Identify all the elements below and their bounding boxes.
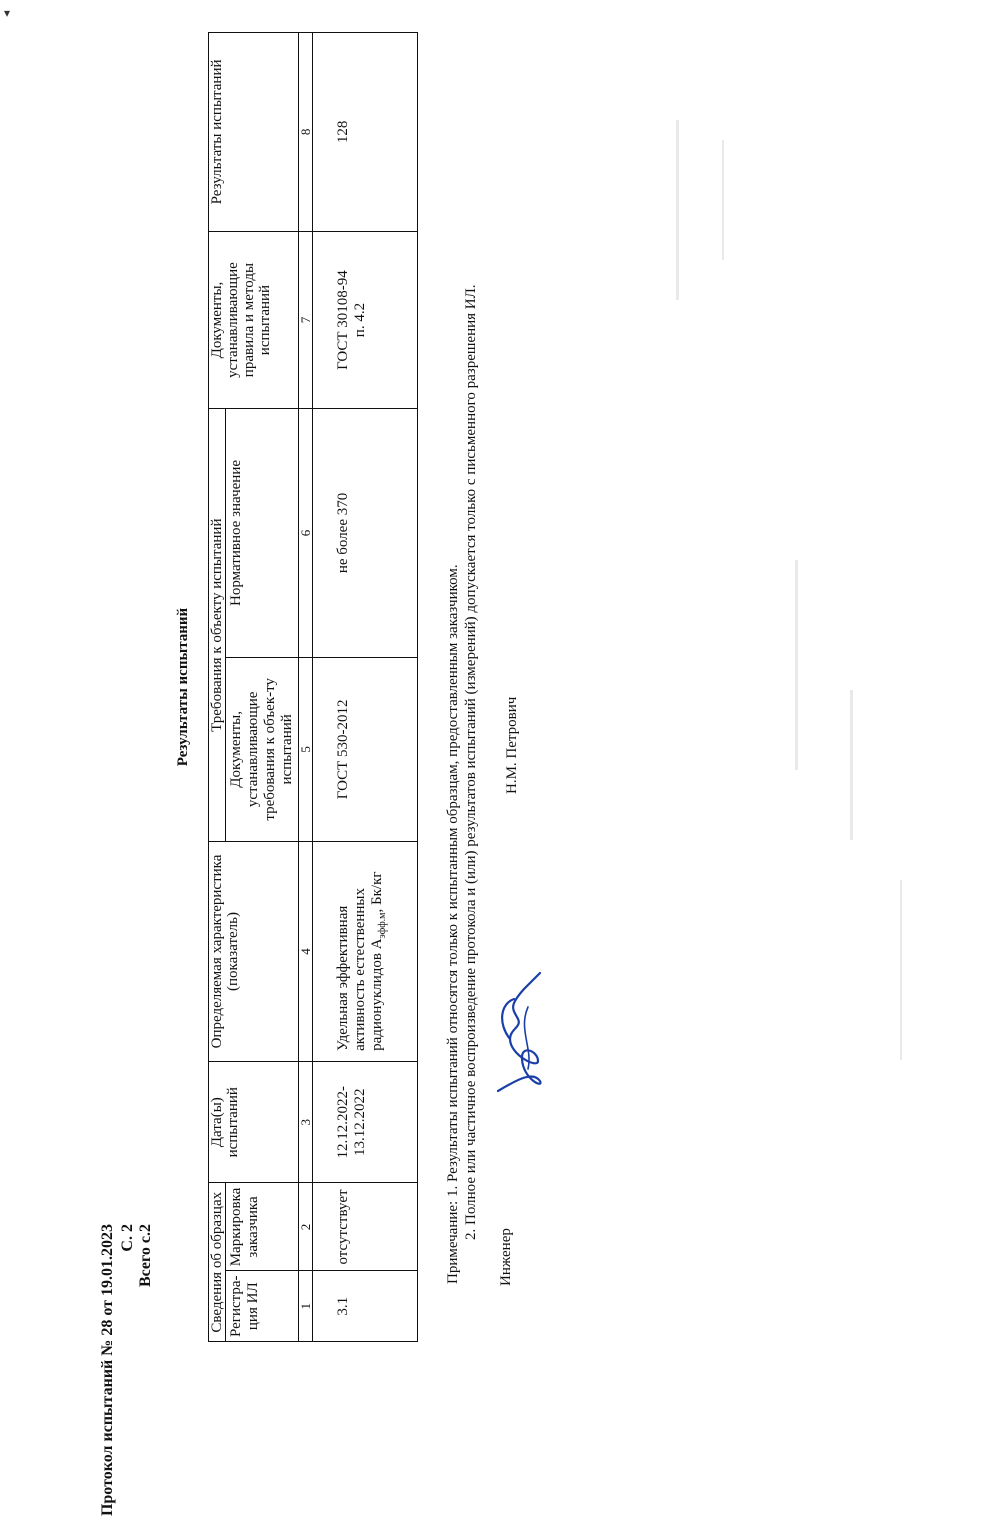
method-doc-line1: ГОСТ 30108-94	[335, 270, 351, 370]
engineer-label: Инженер	[498, 1228, 514, 1286]
characteristic-line3: радионуклидов А	[369, 938, 385, 1051]
column-number: 6	[299, 409, 313, 657]
column-number-row	[299, 33, 313, 1342]
signature-image	[488, 969, 548, 1099]
results-table	[208, 32, 418, 1342]
column-number: 5	[299, 657, 313, 841]
table-header-row	[209, 33, 226, 1342]
column-number: 2	[299, 1183, 313, 1271]
header-requirements: Требования к объекту испытаний	[209, 409, 226, 842]
protocol-title: Протокол испытаний № 28 от 19.01.2023	[99, 1224, 116, 1516]
corner-mark: ▾	[4, 6, 11, 20]
engineer-name: Н.М. Петрович	[504, 696, 520, 794]
note-1: Примечание: 1. Результаты испытаний относятся только к испытанным образцам, предоставленным заказчиком.	[445, 564, 461, 1284]
cell-method-doc	[313, 231, 418, 408]
page-number: С. 2	[119, 1224, 136, 1252]
cell-result: 128	[313, 33, 418, 232]
column-number: 7	[299, 231, 313, 408]
header-characteristic: Определяемая характеристика (показатель)	[209, 842, 299, 1062]
characteristic-line2: активность естественных	[352, 888, 368, 1051]
header-date: Дата(ы) испытаний	[209, 1061, 299, 1183]
characteristic-subscript: эфф.м	[377, 912, 388, 939]
header-marking: Маркировка заказчика	[226, 1183, 299, 1271]
column-number: 1	[299, 1271, 313, 1342]
header-normative: Нормативное значение	[226, 409, 299, 657]
header-results: Результаты испытаний	[209, 33, 299, 232]
cell-characteristic	[313, 842, 418, 1062]
cell-date: 12.12.2022-13.12.2022	[313, 1061, 418, 1183]
column-number: 8	[299, 33, 313, 232]
column-number: 3	[299, 1061, 313, 1183]
cell-registration: 3.1	[313, 1271, 418, 1342]
cell-marking: отсутствует	[313, 1183, 418, 1271]
characteristic-line1: Удельная эффективная	[335, 905, 351, 1051]
header-req-docs: Документы, устанавливающие требования к объек-ту испытаний	[226, 657, 299, 841]
header-registration: Регистра-ция ИЛ	[226, 1271, 299, 1342]
column-number: 4	[299, 842, 313, 1062]
method-doc-line2: п. 4.2	[352, 302, 368, 338]
cell-normative: не более 370	[313, 409, 418, 657]
note-2: 2. Полное или частичное воспроизведение протокола и (или) результатов испытаний (измерений) допускается только с письменного разрешения ИЛ.	[463, 284, 479, 1240]
header-sample-info: Сведения об образцах	[209, 1183, 226, 1342]
characteristic-unit: , Бк/кг	[369, 871, 385, 913]
cell-req-doc: ГОСТ 530-2012	[313, 657, 418, 841]
notes	[444, 284, 479, 1284]
table-row	[313, 33, 418, 1342]
total-pages: Всего с.2	[137, 1224, 154, 1288]
header-method-docs: Документы, устанавливающие правила и методы испытаний	[209, 231, 299, 408]
section-title: Результаты испытаний	[175, 607, 191, 767]
